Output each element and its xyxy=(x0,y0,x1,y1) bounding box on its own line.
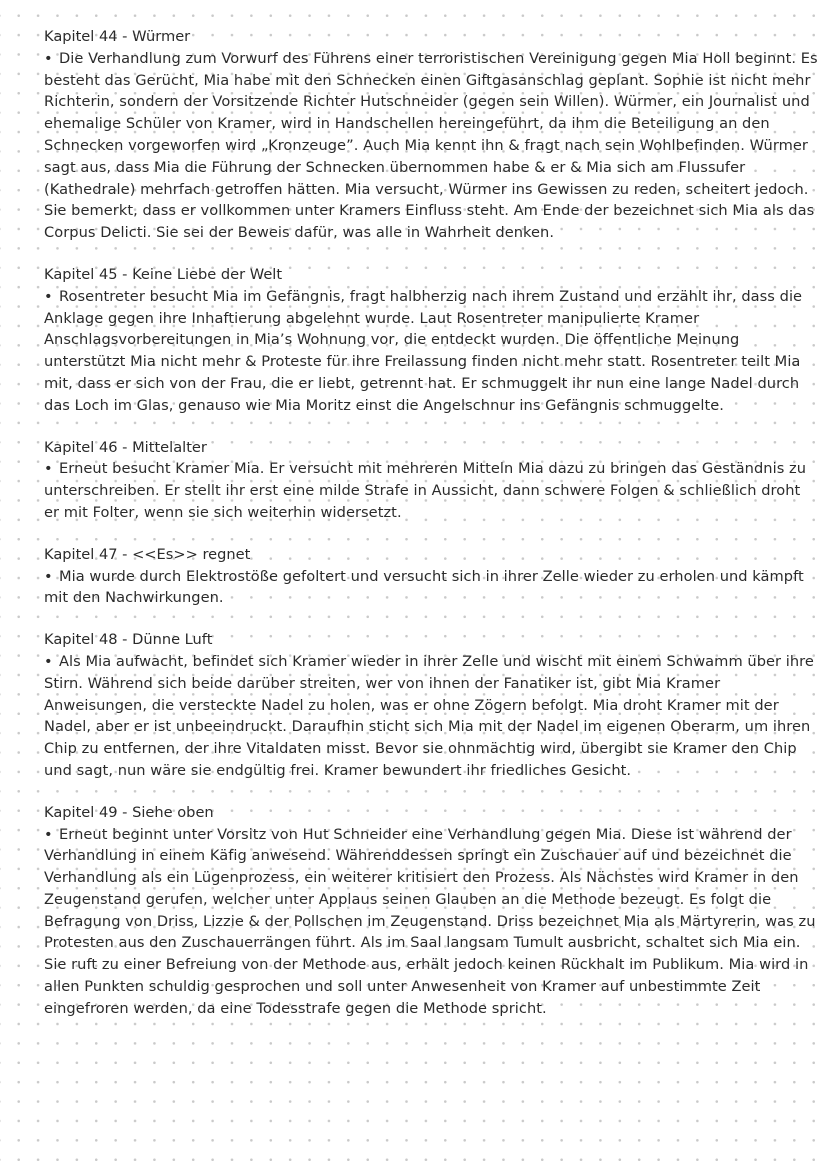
chapter-text: Als Mia aufwacht, befindet sich Kramer wieder in ihrer Zelle und wischt mit einem Schwamm über ihre Stirn. Während sich beide darüber streiten, wer von ihnen der Fanatiker ist, gibt Mia Kramer Anweisungen, die versteckte Nadel zu holen, was er ohne Zögern befolgt. Mia droht Kramer mit der Nadel, aber er ist unbeeindruckt. Daraufhin sticht sich Mia mit der Nadel im eigenen Oberarm, um ihren Chip zu entfernen, der ihre Vitaldaten misst. Bevor sie ohnmächtig wird, übergibt sie Kramer den Chip und sagt, nun wäre sie endgültig frei. Kramer bewundert ihr friedliches Gesicht. xyxy=(44,652,814,779)
chapter-47 xyxy=(44,544,818,609)
chapter-text: Erneut besucht Kramer Mia. Er versucht mit mehreren Mitteln Mia dazu zu bringen das Geständnis zu unterschreiben. Er stellt ihr erst eine milde Strafe in Aussicht, dann schwere Folgen & schließlich droht er mit Folter, wenn sie sich weiterhin widersetzt. xyxy=(44,460,807,521)
chapter-summary xyxy=(44,48,818,244)
chapter-44 xyxy=(44,26,818,244)
bullet-icon: • xyxy=(44,652,53,670)
chapter-heading: Kapitel 49 - Siehe oben xyxy=(44,803,214,821)
chapter-heading: Kapitel 46 - Mittelalter xyxy=(44,438,207,456)
chapter-heading: Kapitel 48 - Dünne Luft xyxy=(44,631,213,649)
chapter-summary xyxy=(44,824,818,1020)
chapter-49 xyxy=(44,802,818,1020)
chapter-heading: Kapitel 45 - Keine Liebe der Welt xyxy=(44,265,283,283)
chapter-text: Erneut beginnt unter Vorsitz von Hut Schneider eine Verhandlung gegen Mia. Diese ist während der Verhandlung in einem Käfig anwesend. Währenddessen springt ein Zuschauer auf und bezeichnet die Verhandlung als ein Lügenprozess, ein weiterer kritisiert den Prozess. Als Nächstes wird Kramer in den Zeugenstand gerufen, welcher unter Applaus seinen Glauben an die Methode bezeugt. Es folgt die Befragung von Driss, Lizzie & der Pollschen im Zeugenstand. Driss bezeichnet Mia als Märtyrerin, was zu Protesten aus den Zuschauerrängen führt. Als im Saal langsam Tumult ausbricht, schaltet sich Mia ein. Sie ruft zu einer Befreiung von der Methode aus, erhält jedoch keinen Rückhalt im Publikum. Mia wird in allen Punkten schuldig gesprochen und soll unter Anwesenheit von Kramer auf unbestimmte Zeit eingefroren werden, da eine Todesstrafe gegen die Methode spricht. xyxy=(44,825,816,1017)
chapter-45 xyxy=(44,264,818,417)
bullet-icon: • xyxy=(44,460,53,478)
bullet-icon: • xyxy=(44,49,53,67)
chapter-summary xyxy=(44,651,818,782)
bullet-icon: • xyxy=(44,825,53,843)
bullet-icon: • xyxy=(44,287,53,305)
chapter-heading: Kapitel 47 - <<Es>> regnet xyxy=(44,545,251,563)
chapter-text: Mia wurde durch Elektrostöße gefoltert und versucht sich in ihrer Zelle wieder zu erholen und kämpft mit den Nachwirkungen. xyxy=(44,567,804,607)
chapter-46 xyxy=(44,437,818,524)
chapter-48 xyxy=(44,629,818,782)
chapter-summary xyxy=(44,566,818,610)
chapter-text: Rosentreter besucht Mia im Gefängnis, fragt halbherzig nach ihrem Zustand und erzählt ihr, dass die Anklage gegen ihre Inhaftierung abgelehnt wurde. Laut Rosentreter manipulierte Kramer Anschlagsvorbereitungen in Mia’s Wohnung vor, die entdeckt wurden. Die öffentliche Meinung unterstützt Mia nicht mehr & Proteste für ihre Freilassung finden nicht mehr statt. Rosentreter teilt Mia mit, dass er sich von der Frau, die er liebt, getrennt hat. Er schmuggelt ihr nun eine lange Nadel durch das Loch im Glas, genauso wie Mia Moritz einst die Angelschnur ins Gefängnis schmuggelte. xyxy=(44,287,803,414)
bullet-icon: • xyxy=(44,567,53,585)
chapter-summary xyxy=(44,458,818,523)
chapter-heading: Kapitel 44 - Würmer xyxy=(44,28,191,45)
document-page xyxy=(44,26,818,1040)
chapter-text: Die Verhandlung zum Vorwurf des Führens einer terroristischen Vereinigung gegen Mia Holl beginnt. Es besteht das Gerücht, Mia habe mit den Schnecken einen Giftgasanschlag geplant. Sophie ist nicht mehr Richterin, sondern der Vorsitzende Richter Hutschneider (gegen sein Willen). Würmer, ein Journalist und ehemalige Schüler von Kramer, wird in Handschellen hereingeführt, da ihm die Beteiligung an den Schnecken vorgeworfen wird „Kronzeuge”. Auch Mia kennt ihn & fragt nach sein Wohlbefinden. Würmer sagt aus, dass Mia die Führung der Schnecken übernommen habe & er & Mia sich am Flussufer (Kathedrale) mehrfach getroffen hätten. Mia versucht, Würmer ins Gewissen zu reden, scheitert jedoch. Sie bemerkt, dass er vollkommen unter Kramers Einfluss steht. Am Ende der bezeichnet sich Mia als das Corpus Delicti. Sie sei der Beweis dafür, was alle in Wahrheit denken. xyxy=(44,49,818,242)
chapter-summary xyxy=(44,286,818,417)
